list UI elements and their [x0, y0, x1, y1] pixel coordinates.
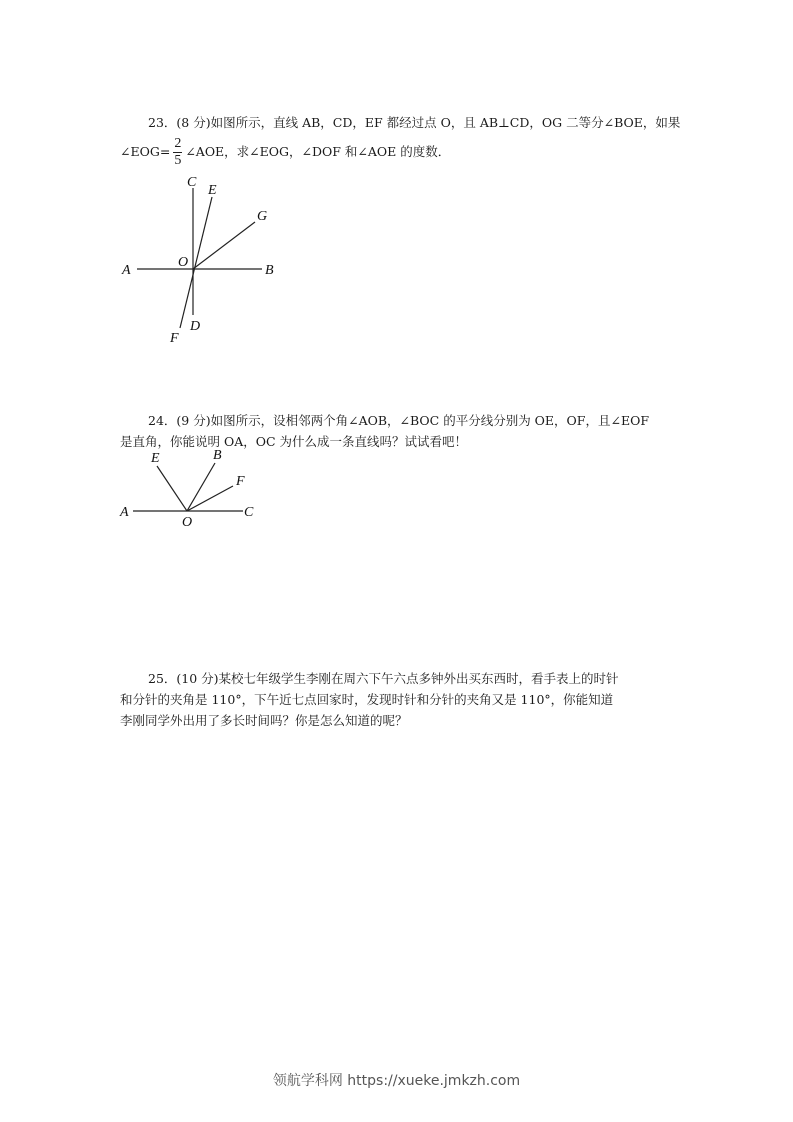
q24-number: 24．: [148, 413, 177, 428]
label-g: G: [257, 209, 268, 224]
q23-text-line2-post: ∠AOE，求∠EOG，∠DOF 和∠AOE 的度数．: [185, 144, 451, 159]
figure-q24: [133, 463, 243, 511]
figure-q23: [137, 188, 262, 328]
q24-text-line1: 如图所示，设相邻两个角∠AOB，∠BOC 的平分线分别为 OE，OF，且∠EOF: [210, 413, 649, 428]
q25-line2: [120, 689, 680, 711]
label-o: O: [182, 515, 193, 530]
label-e: E: [208, 183, 217, 198]
ray-og: [193, 222, 255, 269]
q25-text-line1: 某校七年级学生李刚在周六下午六点多钟外出买东西时，看手表上的时针: [218, 671, 619, 686]
q25-line1: [120, 668, 680, 690]
figure-q24-labels: [119, 448, 254, 530]
q23-text-line2-pre: ∠EOG=: [120, 144, 171, 159]
label-f: F: [236, 474, 245, 489]
label-c: C: [244, 505, 254, 520]
fraction-denominator: 5: [174, 153, 182, 168]
q24-line1: [120, 410, 680, 432]
q24-text-line2: 是直角，你能说明 OA，OC 为什么成一条直线吗？试试看吧！: [120, 434, 468, 449]
label-d: D: [190, 319, 201, 334]
q24-points: (9 分): [176, 413, 211, 428]
q23-points: (8 分): [176, 115, 211, 130]
q23-number: 23．: [148, 115, 177, 130]
label-b: B: [213, 448, 222, 463]
q25-text-line3: 李刚同学外出用了多长时间吗？你是怎么知道的呢？: [120, 713, 408, 728]
q23-text-line1: 如图所示，直线 AB，CD，EF 都经过点 O，且 AB⊥CD，OG 二等分∠BOE，如果: [210, 115, 681, 130]
footer-watermark: 领航学科网 https://xueke.jmkzh.com: [272, 1073, 521, 1089]
fraction-numerator: 2: [174, 136, 182, 151]
label-o: O: [178, 255, 189, 270]
label-a: A: [122, 263, 131, 278]
figure-q23-labels: [121, 175, 274, 346]
label-c: C: [187, 175, 197, 190]
q24-line2: [120, 431, 680, 453]
q25-line3: [120, 710, 680, 732]
ray-oe: [157, 466, 187, 511]
q25-text-line2: 和分针的夹角是 110°，下午近七点回家时，发现时针和分针的夹角又是 110°，你能知道: [120, 692, 614, 707]
label-f: F: [170, 331, 179, 346]
q25-points: (10 分): [176, 671, 219, 686]
label-b: B: [265, 263, 274, 278]
q25-number: 25．: [148, 671, 177, 686]
label-a: A: [120, 505, 129, 520]
label-e: E: [151, 451, 160, 466]
